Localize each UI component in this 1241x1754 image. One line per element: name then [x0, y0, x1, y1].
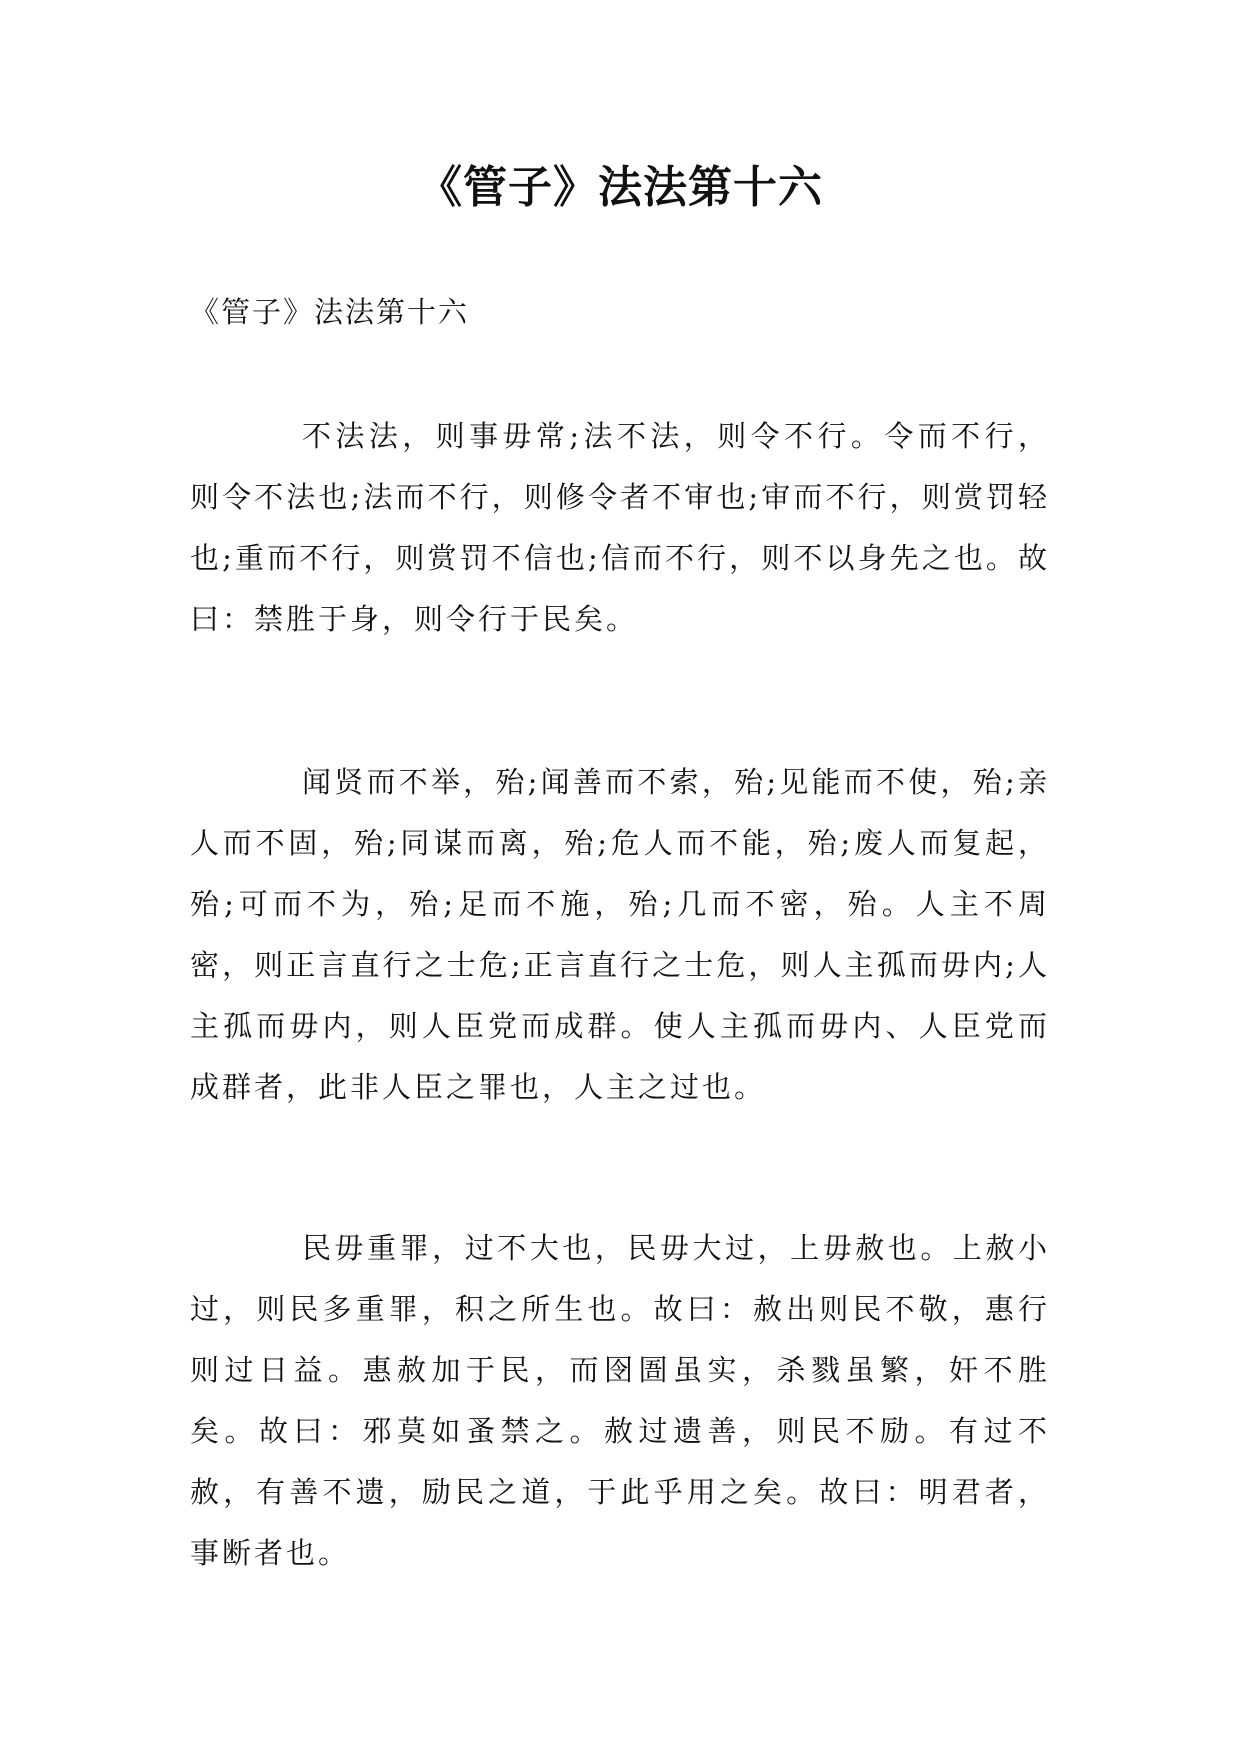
document-subtitle: 《管子》法法第十六	[190, 295, 470, 329]
paragraph-3: 民毋重罪，过不大也，民毋大过，上毋赦也。上赦小过，则民多重罪，积之所生也。故曰：赦出则民不敬，惠行则过日益。惠赦加于民，而囹圄虽实，杀戮虽繁，奸不胜矣。故曰：邪莫如蚤禁之。赦过遗善，则民不励。有过不赦，有善不遗，励民之道，于此乎用之矣。故曰：明君者，事断者也。	[190, 1231, 1050, 1570]
paragraph-1: 不法法，则事毋常;法不法，则令不行。令而不行，则令不法也;法而不行，则修令者不审也;审而不行，则赏罚轻也;重而不行，则赏罚不信也;信而不行，则不以身先之也。故曰：禁胜于身，则令行于民矣。	[190, 419, 1050, 636]
document-title: 《管子》法法第十六	[418, 162, 823, 213]
paragraph-2: 闻贤而不举，殆;闻善而不索，殆;见能而不使，殆;亲人而不固，殆;同谋而离，殆;危人而不能，殆;废人而复起，殆;可而不为，殆;足而不施，殆;几而不密，殆。人主不周密，则正言直行之士危;正言直行之士危，则人主孤而毋内;人主孤而毋内，则人臣党而成群。使人主孤而毋内、人臣党而成群者，此非人臣之罪也，人主之过也。	[190, 765, 1050, 1104]
